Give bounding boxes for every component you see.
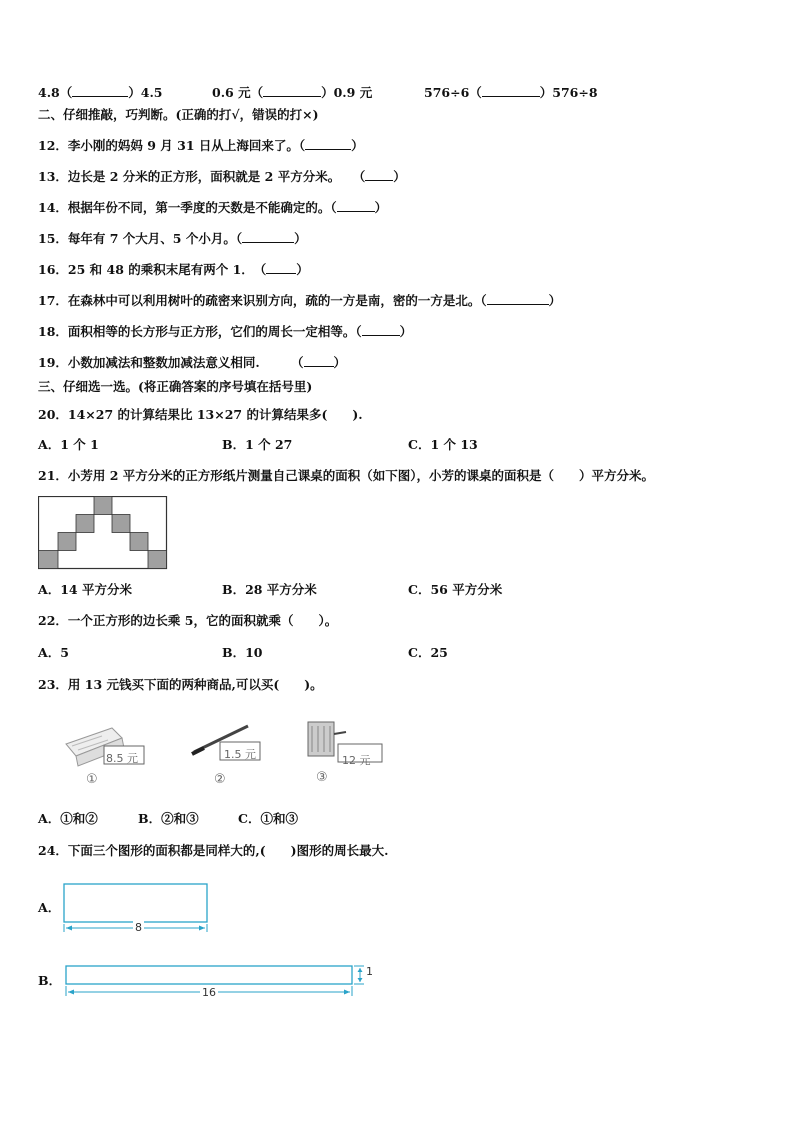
answer-blank[interactable] [242, 230, 294, 243]
answer-blank[interactable] [362, 323, 400, 336]
answer-blank[interactable] [365, 168, 393, 181]
tf-question: 17．在森林中可以利用树叶的疏密来识别方向，疏的一方是南，密的一方是北。（ ） [38, 293, 562, 308]
tf-question: 18．面积相等的长方形与正方形，它们的周长一定相等。（ ） [38, 324, 413, 339]
option-a[interactable]: A．①和② [38, 811, 98, 826]
answer-blank[interactable] [482, 84, 540, 97]
compare-row-c: 576÷6（ ）576÷8 [424, 85, 598, 100]
answer-blank[interactable] [263, 84, 321, 97]
option-a-label[interactable]: A． [38, 900, 61, 915]
option-a[interactable]: A．14 平方分米 [38, 582, 132, 597]
tf-question: 12．李小刚的妈妈 9 月 31 日从上海回来了。（ ） [38, 138, 364, 153]
option-b-label[interactable]: B． [38, 973, 62, 988]
option-b[interactable]: B．28 平方分米 [222, 582, 317, 597]
tf-question: 16．25 和 48 的乘积末尾有两个 1． （ ） [38, 262, 309, 277]
option-c[interactable]: C．25 [408, 645, 448, 660]
tf-question: 19．小数加减法和整数加减法意义相同. （ ） [38, 355, 347, 370]
desk-grid-figure [38, 496, 168, 570]
option-c[interactable]: C．①和③ [238, 811, 298, 826]
option-b[interactable]: B．10 [222, 645, 263, 660]
question-21: 21．小芳用 2 平方分米的正方形纸片测量自己课桌的面积（如下图），小芳的课桌的面积是（ ）平方分米。 [38, 468, 655, 483]
rectangle-b-figure [60, 962, 376, 1002]
option-c[interactable]: C．56 平方分米 [408, 582, 503, 597]
tf-question: 15．每年有 7 个大月、5 个小月。（ ） [38, 231, 307, 246]
compare-row: 4.8（ ）4.5 [38, 85, 163, 100]
question-23: 23．用 13 元钱买下面的两种商品,可以买( )。 [38, 677, 323, 692]
option-c[interactable]: C．1 个 13 [408, 437, 478, 452]
answer-blank[interactable] [305, 137, 351, 150]
question-22: 22．一个正方形的边长乘 5，它的面积就乘（ ）。 [38, 613, 338, 628]
answer-blank[interactable] [266, 261, 296, 274]
option-a[interactable]: A．5 [38, 645, 69, 660]
answer-blank[interactable] [72, 84, 128, 97]
section-title: 二、仔细推敲，巧判断。(正确的打√，错误的打×) [38, 107, 319, 122]
tf-question: 14．根据年份不同，第一季度的天数是不能确定的。（ ） [38, 200, 388, 215]
question-24: 24．下面三个图形的面积都是同样大的,( )图形的周长最大. [38, 843, 389, 858]
tf-question: 13．边长是 2 分米的正方形，面积就是 2 平方分米。 （ ） [38, 169, 406, 184]
option-b[interactable]: B．1 个 27 [222, 437, 293, 452]
answer-blank[interactable] [337, 199, 375, 212]
section-title: 三、仔细选一选。(将正确答案的序号填在括号里) [38, 379, 313, 394]
question-20: 20．14×27 的计算结果比 13×27 的计算结果多( ). [38, 407, 363, 422]
option-b[interactable]: B．②和③ [138, 811, 199, 826]
answer-blank[interactable] [487, 292, 549, 305]
answer-blank[interactable] [304, 354, 334, 367]
compare-row-b: 0.6 元（ ）0.9 元 [212, 85, 373, 100]
option-a[interactable]: A．1 个 1 [38, 437, 99, 452]
